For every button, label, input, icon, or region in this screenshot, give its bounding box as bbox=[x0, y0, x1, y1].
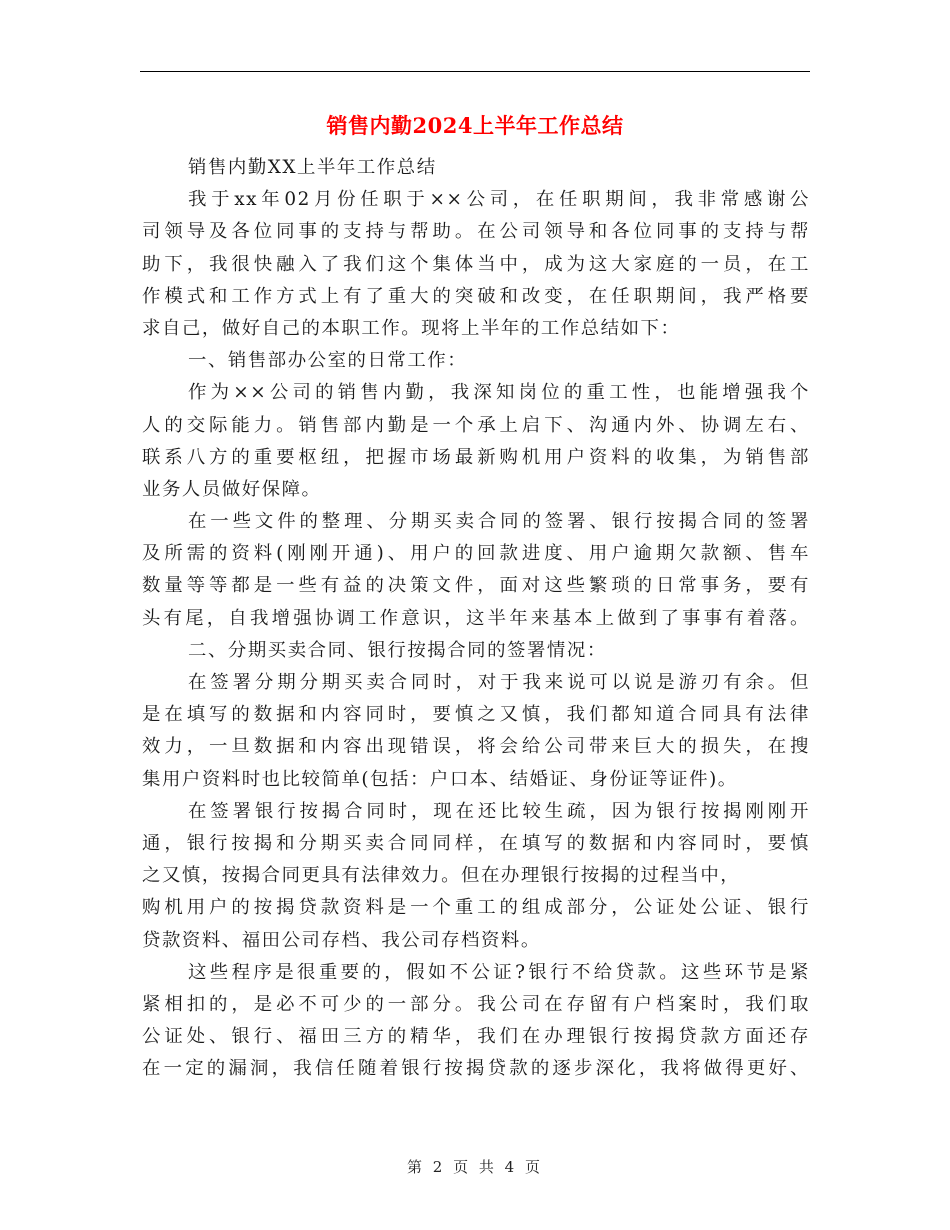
text-line: 及所需的资料(刚刚开通)、用户的回款进度、用户逾期欠款额、售车 bbox=[142, 543, 810, 565]
text-line: 求自己，做好自己的本职工作。现将上半年的工作总结如下： bbox=[142, 317, 681, 339]
text-line: 在一些文件的整理、分期买卖合同的签署、银行按揭合同的签署 bbox=[188, 511, 810, 533]
text-line: 司领导及各位同事的支持与帮助。在公司领导和各位同事的支持与帮 bbox=[142, 221, 810, 243]
text-line: 集用户资料时也比较简单(包括：户口本、结婚证、身份证等证件)。 bbox=[142, 768, 738, 790]
text-line: 销售内勤XX上半年工作总结 bbox=[188, 157, 437, 178]
text-line: 购机用户的按揭贷款资料是一个重工的组成部分，公证处公证、银行 bbox=[142, 897, 810, 919]
text-line: 是在填写的数据和内容同时，要慎之又慎，我们都知道合同具有法律 bbox=[142, 704, 810, 726]
text-line: 作为××公司的销售内勤，我深知岗位的重工性，也能增强我个 bbox=[188, 382, 810, 404]
text-line: 效力，一旦数据和内容出现错误，将会给公司带来巨大的损失，在搜 bbox=[142, 736, 810, 758]
text-line: 在签署银行按揭合同时，现在还比较生疏，因为银行按揭刚刚开 bbox=[188, 800, 810, 822]
text-line: 公证处、银行、福田三方的精华，我们在办理银行按揭贷款方面还存 bbox=[142, 1026, 810, 1048]
text-line: 一、销售部办公室的日常工作： bbox=[188, 350, 468, 372]
text-line: 在签署分期分期买卖合同时，对于我来说可以说是游刃有余。但 bbox=[188, 672, 810, 693]
text-line: 二、分期买卖合同、银行按揭合同的签署情况： bbox=[188, 639, 607, 661]
text-line: 这些程序是很重要的，假如不公证?银行不给贷款。这些环节是紧 bbox=[188, 961, 810, 983]
text-line: 通，银行按揭和分期买卖合同同样，在填写的数据和内容同时，要慎 bbox=[142, 832, 810, 854]
header-rule bbox=[140, 71, 810, 72]
text-line: 助下，我很快融入了我们这个集体当中，成为这大家庭的一员，在工 bbox=[142, 253, 810, 275]
text-line: 贷款资料、福田公司存档、我公司存档资料。 bbox=[142, 929, 541, 951]
text-line: 之又慎，按揭合同更具有法律效力。但在办理银行按揭的过程当中， bbox=[142, 865, 741, 887]
text-line: 在一定的漏洞，我信任随着银行按揭贷款的逐步深化，我将做得更好、 bbox=[142, 1058, 810, 1080]
text-line: 数量等等都是一些有益的决策文件，面对这些繁琐的日常事务，要有 bbox=[142, 575, 810, 597]
page-footer: 第 2 页 共 4 页 bbox=[407, 1158, 543, 1176]
document-title: 销售内勤2024上半年工作总结 bbox=[326, 113, 624, 138]
text-line: 我于xx年02月份任职于××公司，在任职期间，我非常感谢公 bbox=[188, 189, 810, 211]
text-line: 作模式和工作方式上有了重大的突破和改变，在任职期间，我严格要 bbox=[142, 285, 810, 307]
text-line: 业务人员做好保障。 bbox=[142, 478, 322, 500]
document-body bbox=[142, 152, 810, 1085]
text-line: 人的交际能力。销售部内勤是一个承上启下、沟通内外、协调左右、 bbox=[142, 414, 810, 436]
text-line: 联系八方的重要枢纽，把握市场最新购机用户资料的收集，为销售部 bbox=[142, 446, 810, 468]
text-line: 头有尾，自我增强协调工作意识，这半年来基本上做到了事事有着落。 bbox=[142, 607, 810, 629]
text-line: 紧相扣的，是必不可少的一部分。我公司在存留有户档案时，我们取 bbox=[142, 993, 810, 1015]
